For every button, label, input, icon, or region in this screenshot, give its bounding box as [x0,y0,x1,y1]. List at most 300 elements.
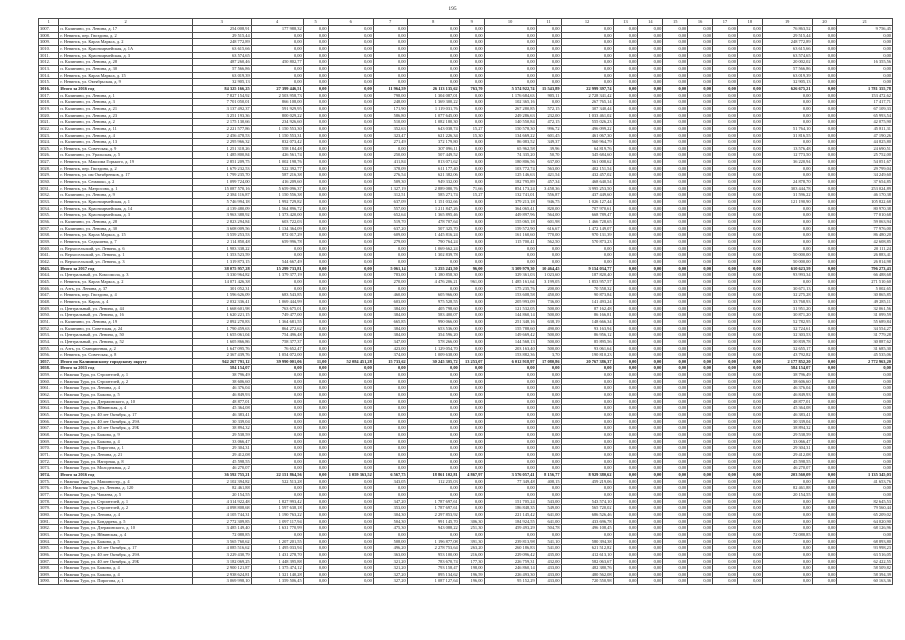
amount-cell: 0,00 [737,392,762,399]
amount-cell: 0,00 [407,378,459,385]
amount-cell: 226 759,31 [484,558,536,565]
amount-cell: 0,00 [713,59,738,66]
amount-cell: 0,00 [328,32,373,39]
amount-cell: 46 170,38 [837,192,893,199]
amount-cell: 0,00 [713,412,738,419]
address-cell: п. Калинино, ул. Ленина, д. 21 [59,105,192,112]
address-cell: п. Азть, ул. Станционная, д. 2 [59,345,192,352]
amount-cell: 0,00 [638,185,663,192]
amount-cell: 0,00 [812,112,837,119]
amount-cell: 0,00 [737,252,762,259]
amount-cell: 82 461,88 [192,485,251,492]
amount-cell: 432,00 [536,558,561,565]
amount-cell: 0,00 [737,265,762,272]
amount-cell: 3 069 998,10 [192,578,251,585]
amount-cell: 0,00 [663,172,688,179]
amount-cell: 0,00 [459,26,484,33]
amount-cell: 180 806,56 [484,159,536,166]
amount-cell: 0,00 [812,538,837,545]
amount-cell: 0,00 [459,365,484,372]
amount-cell: 0,00 [303,85,328,92]
amount-cell: 2 728 341,42 [561,92,613,99]
amount-cell: 15 543,89 [536,85,561,92]
amount-cell: 27 399 446,51 [251,85,303,92]
amount-cell: 8 929 380,62 [561,471,613,478]
amount-cell: 0,00 [303,45,328,52]
amount-cell: 29 799,04 [837,165,893,172]
amount-cell: 543 574,10 [561,498,613,505]
amount-cell: 0,00 [812,518,837,525]
amount-cell: 1 605 866,86 [192,338,251,345]
amount-cell: 0,00 [638,458,663,465]
amount-cell: 0,00 [837,445,893,452]
amount-cell: 405 798,60 [407,305,459,312]
amount-cell: 0,00 [459,332,484,339]
amount-cell: 0,00 [613,545,638,552]
amount-cell: 0,00 [613,258,638,265]
amount-cell: 1 176 684,63 [484,92,536,99]
amount-cell: 374,00 [373,352,407,359]
amount-cell: 0,00 [638,85,663,92]
row-number-cell: 3016. [39,85,59,92]
amount-cell: 0,00 [837,398,893,405]
amount-cell: 0,00 [713,425,738,432]
amount-cell: 736,00 [536,298,561,305]
address-cell: п. Центральный, ул. Ленина, д. 16 [59,312,192,319]
amount-cell: 0,00 [328,45,373,52]
amount-cell: 510,00 [373,119,407,126]
address-cell: п. Калинино, ул. Уральская, д. 5 [59,152,192,159]
amount-cell: 0,00 [561,45,613,52]
amount-cell: 77 976,00 [837,225,893,232]
amount-cell: 0,00 [536,59,561,66]
amount-cell: 0,00 [663,119,688,126]
amount-cell: 996,72 [536,125,561,132]
amount-cell: 0,00 [251,432,303,439]
amount-cell: 0,00 [328,92,373,99]
amount-cell: 0,00 [837,418,893,425]
amount-cell: 0,00 [328,385,373,392]
amount-cell: 5 659 096,37 [251,185,303,192]
amount-cell: 0,00 [328,551,373,558]
amount-cell: 0,00 [638,305,663,312]
amount-cell: 0,00 [459,412,484,419]
amount-cell: 0,00 [713,92,738,99]
column-number-cell: 19 [762,19,812,26]
amount-cell: 0,00 [713,205,738,212]
amount-cell: 0,00 [536,398,561,405]
amount-cell: 0,00 [561,425,613,432]
amount-cell: 0,00 [812,205,837,212]
address-cell: п. Верхосельский, ул. Ленина, д. 6 [59,245,192,252]
amount-cell: 251,30 [459,525,484,532]
amount-cell: 0,00 [303,278,328,285]
amount-cell: 196,00 [459,578,484,585]
amount-cell: 0,00 [328,212,373,219]
amount-cell: 0,00 [663,445,688,452]
amount-cell: 480 562,08 [561,571,613,578]
amount-cell: 0,00 [638,338,663,345]
table-row [39,471,893,478]
amount-cell: 2 102 394,82 [192,478,251,485]
amount-cell: 0,00 [762,571,812,578]
amount-cell: 254 008,91 [192,26,251,33]
amount-cell: 783,00 [373,272,407,279]
amount-cell: 0,00 [561,59,613,66]
amount-cell: 0,00 [737,79,762,86]
amount-cell: 0,00 [762,232,812,239]
amount-cell: 42 075,90 [837,119,893,126]
amount-cell: 0,00 [812,85,837,92]
amount-cell: 0,00 [328,139,373,146]
amount-cell: 3 137 492,37 [192,105,251,112]
amount-cell: 203 560,09 [762,471,812,478]
amount-cell: 509,30 [373,179,407,186]
amount-cell: 0,00 [663,52,688,59]
amount-cell: 0,00 [484,365,536,372]
amount-cell: 203 163,40 [484,345,536,352]
amount-cell: 0,00 [688,152,713,159]
amount-cell: 0,00 [251,65,303,72]
amount-cell: 832 073,42 [251,139,303,146]
amount-cell: 558 184,48 [251,145,303,152]
amount-cell: 507 449,52 [407,152,459,159]
amount-cell: 0,00 [713,498,738,505]
amount-cell: 3 576 057,41 [484,471,536,478]
address-cell: г. Нижняя Тура, ул. Чапаева, д. 5 [59,491,192,498]
amount-cell: 1 359 506,45 [251,578,303,585]
amount-cell: 0,00 [737,298,762,305]
amount-cell: 0,00 [407,438,459,445]
amount-cell: 0,00 [613,225,638,232]
amount-cell: 500,00 [536,338,561,345]
row-number-cell: 3015. [39,79,59,86]
amount-cell: 1 364 681,55 [251,318,303,325]
table-row [39,239,893,246]
amount-cell: 0,00 [663,405,688,412]
amount-cell: 0,00 [737,471,762,478]
amount-cell: 0,00 [663,332,688,339]
amount-cell: 0,00 [688,325,713,332]
amount-cell: 0,00 [328,205,373,212]
amount-cell: 93 993,34 [762,272,812,279]
amount-cell: 38 796,49 [192,372,251,379]
amount-cell: 0,00 [688,445,713,452]
amount-cell: 9 154 034,77 [561,265,613,272]
amount-cell: 372 179,80 [407,139,459,146]
amount-cell: 1 304 087,01 [407,92,459,99]
amount-cell: 67 109,33 [837,105,893,112]
amount-cell: 813 071,62 [407,159,459,166]
amount-cell: 433,00 [536,565,561,572]
amount-cell: 1 655 061,04 [192,332,251,339]
amount-cell: 0,00 [613,159,638,166]
amount-cell: 0,00 [638,245,663,252]
amount-cell: 0,00 [688,245,713,252]
amount-cell: 433 696,78 [561,518,613,525]
amount-cell: 0,00 [638,99,663,106]
address-cell: п. Азть, ул. Ленина, д. 37 [59,285,192,292]
amount-cell: 0,00 [638,452,663,459]
amount-cell: 34 554,27 [837,325,893,332]
amount-cell: 45 364,08 [762,405,812,412]
amount-cell: 0,00 [737,92,762,99]
amount-cell: 0,00 [613,145,638,152]
amount-cell: 0,00 [251,45,303,52]
amount-cell: 41 653,76 [837,478,893,485]
row-number-cell: 3081. [39,518,59,525]
amount-cell: 0,00 [459,298,484,305]
amount-cell: 0,00 [561,458,613,465]
amount-cell: 0,00 [303,105,328,112]
address-cell: г. Невинск, пер. Гвоздина, д. 2 [59,32,192,39]
amount-cell: 1 668 601,98 [192,305,251,312]
amount-cell: 2 032 336,41 [192,298,251,305]
amount-cell: 508,00 [373,538,407,545]
amount-cell: 0,00 [713,85,738,92]
amount-cell: 0,00 [484,432,536,439]
amount-cell: 0,00 [713,125,738,132]
amount-cell: 416 209,60 [251,179,303,186]
amount-cell: 30 839,78 [762,338,812,345]
row-number-cell: 3050. [39,312,59,319]
amount-cell: 0,00 [812,232,837,239]
amount-cell: 637,00 [536,159,561,166]
amount-cell: 0,00 [459,432,484,439]
amount-cell: 0,00 [303,365,328,372]
amount-cell: 0,00 [638,525,663,532]
amount-cell: 0,00 [613,432,638,439]
amount-cell: 0,00 [303,318,328,325]
amount-cell: 0,00 [713,432,738,439]
amount-cell: 190 810,23 [561,352,613,359]
amount-cell: 0,00 [713,219,738,226]
amount-cell: 38 894,32 [192,425,251,432]
amount-cell: 0,00 [328,491,373,498]
amount-cell: 0,00 [373,445,407,452]
column-number-cell: 7 [373,19,407,26]
amount-cell: 0,00 [373,485,407,492]
amount-cell: 0,00 [837,405,893,412]
table-row [39,219,893,226]
amount-cell: 0,00 [561,52,613,59]
amount-cell: 0,00 [812,498,837,505]
amount-cell: 33 066,47 [762,438,812,445]
amount-cell: 0,00 [459,59,484,66]
address-cell: г. Нижняя Тура, ул. 40 лет Октября, д. 29Б [59,558,192,565]
amount-cell: 0,00 [663,412,688,419]
table-row [39,252,893,259]
amount-cell: 0,00 [303,578,328,585]
amount-cell: 0,00 [484,45,536,52]
amount-cell: 3 458,36 [536,185,561,192]
row-number-cell: 3022. [39,125,59,132]
amount-cell: 161 160,60 [484,232,536,239]
amount-cell: 0,00 [613,511,638,518]
amount-cell: 0,00 [303,32,328,39]
column-number-cell: 16 [688,19,713,26]
amount-cell: 65 962,58 [484,145,536,152]
amount-cell: 0,00 [638,398,663,405]
amount-cell: 0,00 [812,332,837,339]
amount-cell: 496 108,45 [561,525,613,532]
table-row [39,232,893,239]
amount-cell: 0,00 [303,272,328,279]
amount-cell: 1 196 877,08 [407,538,459,545]
amount-cell: 0,00 [251,52,303,59]
amount-cell: 580 394,38 [561,538,613,545]
amount-cell: 0,00 [484,39,536,46]
amount-cell: 0,00 [459,272,484,279]
amount-cell: 250,00 [373,152,407,159]
amount-cell: 349,37 [536,139,561,146]
amount-cell: 0,00 [737,352,762,359]
amount-cell: 0,00 [713,545,738,552]
amount-cell: 0,00 [561,32,613,39]
amount-cell: 0,00 [561,445,613,452]
amount-cell: 0,00 [303,565,328,572]
amount-cell: 0,00 [373,465,407,472]
amount-cell: 0,00 [561,452,613,459]
amount-cell: 0,00 [613,72,638,79]
amount-cell: 0,00 [737,425,762,432]
amount-cell: 0,00 [638,312,663,319]
amount-cell: 0,00 [812,365,837,372]
amount-cell: 0,00 [812,159,837,166]
amount-cell: 3 608 009,56 [192,225,251,232]
amount-cell: 0,00 [459,119,484,126]
amount-cell: 0,00 [688,32,713,39]
row-number-cell: 3018. [39,99,59,106]
amount-cell: 1 853 957,57 [561,278,613,285]
amount-cell: 0,00 [737,312,762,319]
address-cell: г. Нижняя Тура, ул. Дзержинского, д. 10 [59,525,192,532]
amount-cell: 0,00 [459,318,484,325]
amount-cell: 46 383,41 [192,412,251,419]
amount-cell: 0,00 [737,452,762,459]
amount-cell: 411,84 [373,159,407,166]
address-cell: г. Нижняя Тура, ул. Молодежная, д. 2 [59,465,192,472]
amount-cell: 0,00 [561,465,613,472]
amount-cell: 854 173,24 [484,185,536,192]
amount-cell: 0,00 [688,452,713,459]
amount-cell: 0,00 [812,372,837,379]
address-cell: г. Нижняя Тура, ул. 40 лет Октября, д. 29А [59,551,192,558]
table-row [39,378,893,385]
amount-cell: 0,00 [561,39,613,46]
amount-cell: 0,00 [837,372,893,379]
amount-cell: 0,00 [328,298,373,305]
amount-cell: 2 892 270,83 [192,318,251,325]
address-cell: г. Невинск, пер. Гвоздина, д. 2 [59,165,192,172]
address-cell: п. Калинино, ул. Ленина, д. 13 [59,139,192,146]
amount-cell: 0,00 [484,531,536,538]
amount-cell: 0,00 [688,165,713,172]
amount-cell: 0,00 [373,245,407,252]
amount-cell: 0,00 [613,45,638,52]
amount-cell: 0,00 [303,185,328,192]
amount-cell: 0,00 [613,52,638,59]
amount-cell: 402 151,54 [561,165,613,172]
amount-cell: 0,00 [737,119,762,126]
amount-cell: 0,00 [638,199,663,206]
amount-cell: 0,00 [536,372,561,379]
amount-cell: 555 026,23 [561,119,613,126]
amount-cell: 0,00 [688,219,713,226]
amount-cell: 0,00 [373,252,407,259]
amount-cell: 11 964,59 [373,85,407,92]
amount-cell: 0,00 [561,378,613,385]
amount-cell: 653 536,00 [407,325,459,332]
amount-cell: 0,00 [688,39,713,46]
amount-cell: 0,00 [812,152,837,159]
row-number-cell: 3058. [39,365,59,372]
amount-cell: 0,00 [762,245,812,252]
amount-cell: 522 513,28 [251,478,303,485]
amount-cell: 0,00 [638,565,663,572]
amount-cell: 0,00 [638,385,663,392]
amount-cell: 0,00 [688,159,713,166]
table-row [39,538,893,545]
address-cell: п. Калинино, ул. Ленина, д. 28 [59,59,192,66]
amount-cell: 0,00 [613,112,638,119]
address-cell: п. Калинино, ул. Ленина, д. 9 [59,192,192,199]
amount-cell: 0,00 [328,305,373,312]
amount-cell: 32 061,56 [837,305,893,312]
column-number-cell: 13 [613,19,638,26]
amount-cell: 0,00 [837,65,893,72]
amount-cell: 433,00 [536,571,561,578]
amount-cell: 0,00 [459,225,484,232]
amount-cell: 0,00 [713,225,738,232]
amount-cell: 0,00 [328,498,373,505]
amount-cell: 0,00 [663,72,688,79]
amount-cell: 572,15 [536,105,561,112]
amount-cell: 0,00 [484,52,536,59]
amount-cell: 0,00 [303,132,328,139]
amount-cell: 0,00 [812,471,837,478]
amount-cell: 0,00 [638,358,663,365]
amount-cell: 0,00 [251,252,303,259]
amount-cell: 0,00 [328,159,373,166]
amount-cell: 267 280,85 [484,105,536,112]
amount-cell: 0,00 [638,465,663,472]
amount-cell: 31 816,55 [762,132,812,139]
amount-cell: 37 654,85 [837,179,893,186]
row-number-cell: 3068. [39,432,59,439]
amount-cell: 0,00 [328,445,373,452]
amount-cell: 0,00 [328,398,373,405]
table-row [39,305,893,312]
amount-cell: 0,00 [638,272,663,279]
row-number-cell: 3031. [39,185,59,192]
amount-cell: 31 099,59 [837,312,893,319]
amount-cell: 0,00 [303,372,328,379]
amount-cell: 0,00 [663,212,688,219]
amount-cell: 30 339,04 [192,418,251,425]
table-row [39,425,893,432]
amount-cell: 0,00 [536,452,561,459]
amount-cell: 0,00 [459,285,484,292]
amount-cell: 1 327,19 [373,185,407,192]
amount-cell: 0,00 [737,305,762,312]
amount-cell: 26 883,41 [837,252,893,259]
row-number-cell: 3030. [39,179,59,186]
amount-cell: 3 565 760,62 [192,538,251,545]
amount-cell: 0,00 [812,72,837,79]
amount-cell: 65 209,02 [837,511,893,518]
amount-cell: 29 304,31 [762,445,812,452]
